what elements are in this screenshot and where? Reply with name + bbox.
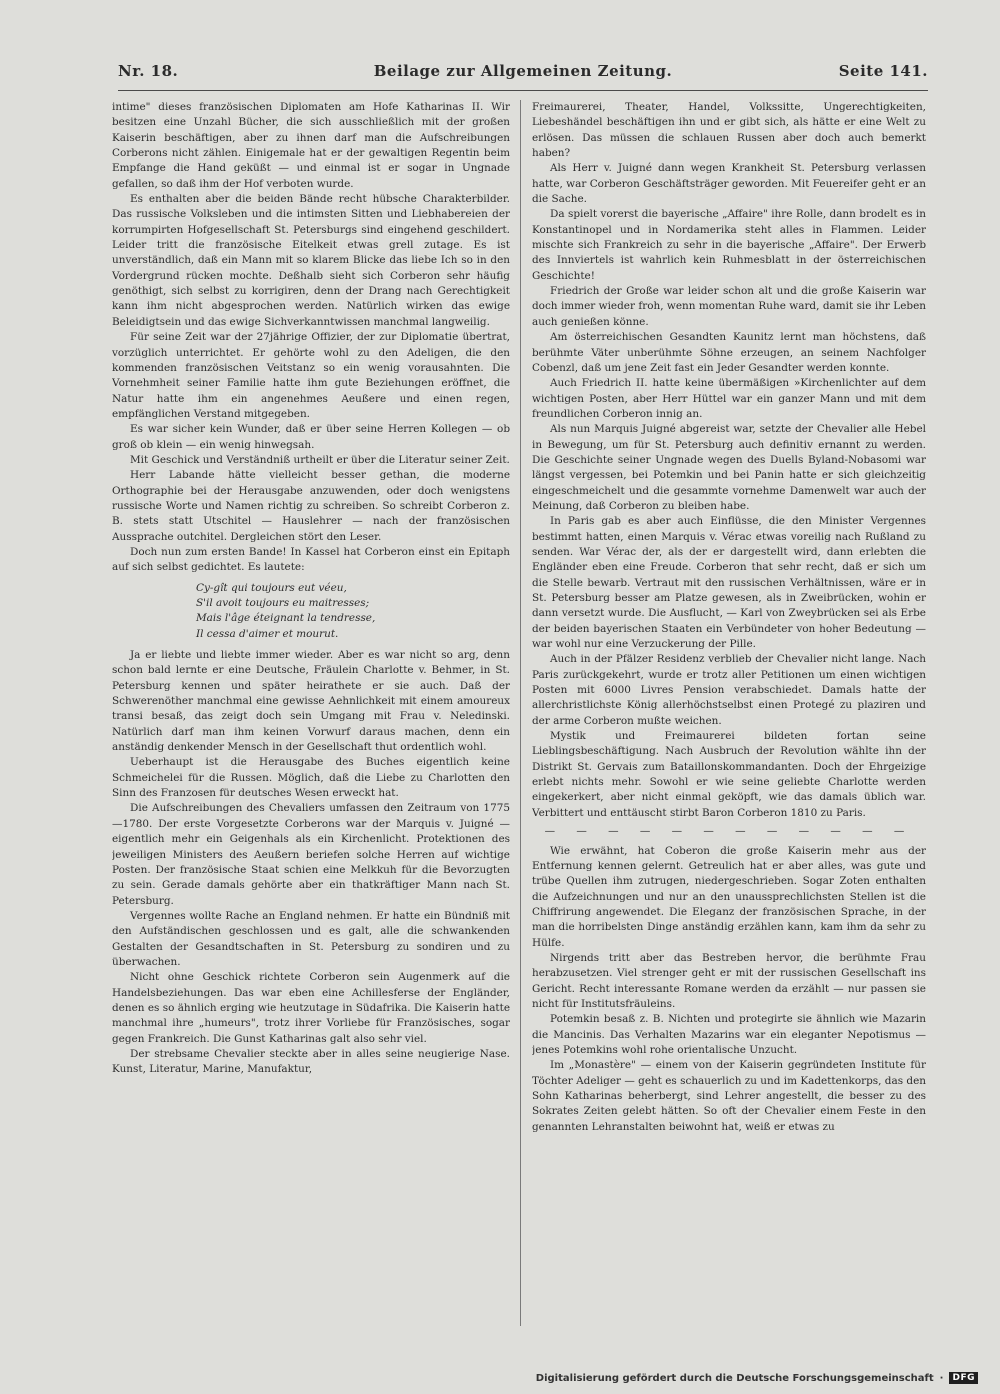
paragraph: intime" dieses französischen Diplomaten am Hofe Katharinas II. Wir besitzen eine Unzahl Bücher, die sich ausschließlich mit der großen Kaiserin beschäftigen, aber zu ihnen darf man die Aufschreibungen Corberons nicht zählen. Einigemale hat er der gewaltigen Regentin beim Empfange die Hand geküßt — und einmal ist er sogar in Ungnade gefallen, so daß ihm der Hof verboten wurde. bbox=[112, 101, 510, 190]
page-number: Seite 141. bbox=[838, 62, 928, 80]
paragraph: Doch nun zum ersten Bande! In Kassel hat Corberon einst ein Epitaph auf sich selbst gedichtet. Es lautete: bbox=[112, 545, 510, 574]
paragraph: Ja er liebte und liebte immer wieder. Aber es war nicht so arg, denn schon bald lernte er eine Deutsche, Fräulein Charlotte v. Behmer, in St. Petersburg kennen und später heirathete er sie auch. Daß der Schwerenöther manchmal eine gewisse Aehnlichkeit mit einem amoureux transi besaß, das zeigt doch sein Umgang mit Frau v. Neledinski. Natürlich darf man ihm keinen Vorwurf daraus machen, denn ein anständig denkender Mensch in der Gesellschaft thut ordentlich wohl. bbox=[112, 649, 510, 754]
paragraph: Am österreichischen Gesandten Kaunitz lernt man höchstens, daß berühmte Väter unberühmte Söhne erzeugen, an seinem Nachfolger Cobenzl, daß um jene Zeit fast ein Jeder Gesandter werden konnte. bbox=[532, 331, 926, 374]
paragraph: Es war sicher kein Wunder, daß er über seine Herren Kollegen — ob groß ob klein — ein wenig hinwegsah. bbox=[112, 423, 510, 451]
credit-text: Digitalisierung gefördert durch die Deutsche Forschungsgemeinschaft bbox=[535, 1372, 934, 1384]
credit-separator: · bbox=[939, 1372, 944, 1384]
verse-line: Cy-gît qui toujours eut véeu, bbox=[196, 581, 347, 594]
paragraph: Die Aufschreibungen des Chevaliers umfassen den Zeitraum von 1775—1780. Der erste Vorgesetzte Corberons war der Marquis v. Juigné — eigentlich mehr ein Geigenhals als ein Kirchenlicht. Protektionen des jeweiligen Ministers des Aeußern beriefen solche Herren auf wichtige Posten. Der französische Staat schien eine Melkkuh für die Bevorzugten zu sein. Gerade damals gehörte aber ein thatkräftiger Mann nach St. Petersburg. bbox=[112, 802, 510, 907]
paragraph: Herr Labande hätte vielleicht besser gethan, die moderne Orthographie bei der Herausgabe anzuwenden, oder doch wenigstens russische Worte und Namen richtig zu schreiben. So schreibt Corberon z. B. stets statt Utschitel — Hauslehrer — nach der französischen Aussprache outchitel. Dergleichen stört den Leser. bbox=[112, 469, 510, 543]
paragraph: Freimaurerei, Theater, Handel, Volkssitte, Ungerechtigkeiten, Liebeshändel beschäftigen ihn und er gibt sich, als hätte er eine Welt zu erlösen. Das müssen die schlauen Russen aber doch auch bemerkt haben? bbox=[532, 101, 926, 160]
left-column bbox=[112, 100, 510, 1328]
paragraph: Für seine Zeit war der 27jährige Offizier, der zur Diplomatie übertrat, vorzüglich unterrichtet. Er gehörte wohl zu den Adeligen, die den kommenden französischen Veitstanz so ein wenig vorausahnten. Die Vornehmheit seiner Familie hatte ihm gute Beziehungen eröffnet, die Natur hatte ihm ein angenehmes Aeußere und einen regen, empfänglichen Verstand mitgegeben. bbox=[112, 331, 510, 420]
verse-line: Mais l'âge éteignant la tendresse, bbox=[196, 612, 376, 625]
paragraph: In Paris gab es aber auch Einflüsse, die den Minister Vergennes bestimmt hatten, einen Marquis v. Vérac etwas voreilig nach Rußland zu senden. War Vérac der, als der er dargestellt wird, dann erlebten die Engländer eben eine Freude. Corberon that sehr recht, daß er sich um die Stelle bewarb. Vertraut mit den russischen Verhältnissen, wäre er in St. Petersburg besser am Platze gewesen, als in Zweibrücken, wohin er dann versetzt wurde. Die Ausflucht, — Karl von Zweybrücken sei als Erbe der beiden bayerischen Staaten ein Verbündeter von hoher Bedeutung — war wohl nur eine Verzuckerung der Pille. bbox=[532, 515, 926, 651]
issue-number: Nr. 18. bbox=[118, 62, 179, 80]
right-column bbox=[532, 100, 926, 1328]
digitization-credit bbox=[536, 1370, 978, 1386]
paragraph: Es enthalten aber die beiden Bände recht hübsche Charakterbilder. Das russische Volksleben und die intimsten Sitten und Liebhabereien der korrumpirten Hofgesellschaft St. Petersburgs sind eingehend geschildert. Leider tritt die französische Eitelkeit etwas grell zutage. Es ist unverständlich, daß ein Mann mit so klarem Blicke das liebe Ich so in den Vordergrund rücken mochte. Deßhalb sieht sich Corberon sehr häufig genöthigt, sich selbst zu korrigiren, denn der Drang nach Gerechtigkeit kann ihm nicht abgesprochen werden. Natürlich wirken das ewige Beleidigtsein und das ewige Sichverkanntwissen manchmal langweilig. bbox=[112, 193, 510, 328]
paragraph: Der strebsame Chevalier steckte aber in alles seine neugierige Nase. Kunst, Literatur, Marine, Manufaktur, bbox=[112, 1047, 510, 1076]
paragraph: Ueberhaupt ist die Herausgabe des Buches eigentlich keine Schmeichelei für die Russen. Möglich, daß die Liebe zu Charlotten den Sinn des Franzosen für deutsches Wesen erweckt hat. bbox=[112, 756, 510, 800]
paragraph: Auch in der Pfälzer Residenz verblieb der Chevalier nicht lange. Nach Paris zurückgekehrt, wurde er trotz aller Petitionen um einen wichtigen Posten mit 6000 Livres Pension verabschiedet. Damals hatte der allerchristlichste König allerhöchstselbst einen Protegé zu plaziren und der arme Corberon mußte weichen. bbox=[532, 653, 926, 727]
verse-line: S'il avoit toujours eu maitresses; bbox=[196, 597, 370, 609]
section-separator: — — — — — — — — — — — — bbox=[544, 825, 914, 838]
header-rule bbox=[118, 90, 928, 91]
supplement-title: Beilage zur Allgemeinen Zeitung. bbox=[373, 62, 673, 80]
column-divider bbox=[520, 100, 521, 1326]
paragraph: Im „Monastère" — einem von der Kaiserin gegründeten Institute für Töchter Adeliger — geht es schauerlich zu und im Kadettenkorps, das den Sohn Katharinas beherbergt, sind Lehrer angestellt, die besser zu des Sokrates Zeiten gelebt hätten. So oft der Chevalier einem Feste in den genannten Lehranstalten beiwohnt hat, weiß er etwas zu bbox=[532, 1059, 926, 1133]
dfg-logo: DFG bbox=[949, 1372, 978, 1384]
paragraph: Wie erwähnt, hat Coberon die große Kaiserin mehr aus der Entfernung kennen gelernt. Getreulich hat er aber alles, was gute und trübe Quellen ihm zutrugen, niedergeschrieben. Sogar Zoten enthalten die Aufzeichnungen und nur an den unaussprechlichsten Stellen ist die Chiffrirung angewendet. Die Eleganz der französischen Sprache, in der man die horribelsten Dinge anständig erzählen kann, kam ihm da sehr zu Hülfe. bbox=[532, 844, 926, 949]
paragraph: Vergennes wollte Rache an England nehmen. Er hatte ein Bündniß mit den Aufständischen geschlossen und es galt, alle die schwankenden Gestalten der Gesandtschaften in St. Petersburg zu sondiren und zu überwachen. bbox=[112, 909, 510, 968]
paragraph: Als Herr v. Juigné dann wegen Krankheit St. Petersburg verlassen hatte, war Corberon Geschäftsträger geworden. Mit Feuereifer geht er an die Sache. bbox=[532, 162, 926, 206]
paragraph: Potemkin besaß z. B. Nichten und protegirte sie ähnlich wie Mazarin die Mancinis. Das Verhalten Mazarins war ein eleganter Nepotismus — jenes Potemkins wohl rohe orientalische Unzucht. bbox=[532, 1013, 926, 1056]
epitaph-verse bbox=[196, 581, 510, 642]
paragraph: Mit Geschick und Verständniß urtheilt er über die Literatur seiner Zeit. bbox=[130, 453, 510, 466]
paragraph: Da spielt vorerst die bayerische „Affaire" ihre Rolle, dann brodelt es in Konstantinopel und in Nordamerika steht alles in Flammen. Leider mischte sich Frankreich zu sehr in die bayerische „Affaire". Der Erwerb des Innviertels ist wahrlich kein Ruhmesblatt in der österreichischen Geschichte! bbox=[532, 208, 926, 282]
paragraph: Als nun Marquis Juigné abgereist war, setzte der Chevalier alle Hebel in Bewegung, um für St. Petersburg auch definitiv ernannt zu werden. Die Geschichte seiner Ungnade wegen des Duells Byland-Nobasomi war längst vergessen, bei Potemkin und bei Panin hatte er sich gleichzeitig eingeschmeichelt und die gesammte vornehme Damenwelt war auch der Meinung, daß Corberon zu bleiben habe. bbox=[532, 423, 926, 512]
paragraph: Auch Friedrich II. hatte keine übermäßigen »Kirchenlichter auf dem wichtigen Posten, aber Herr Hüttel war ein ganzer Mann und mit dem freundlichen Corberon innig an. bbox=[532, 377, 926, 420]
paragraph: Friedrich der Große war leider schon alt und die große Kaiserin war doch immer wieder froh, wenn momentan Ruhe ward, damit sie ihr Leben auch genießen könne. bbox=[532, 285, 926, 328]
paragraph: Nirgends tritt aber das Bestreben hervor, die berühmte Frau herabzusetzen. Viel strenger geht er mit der russischen Gesellschaft ins Gericht. Recht interessante Romane werden da erzählt — nur passen sie nicht für Institutsfräuleins. bbox=[532, 951, 926, 1010]
page-header bbox=[118, 62, 928, 84]
paragraph: Mystik und Freimaurerei bildeten fortan seine Lieblingsbeschäftigung. Nach Ausbruch der Revolution wählte ihn der Distrikt St. Gervais zum Bataillonskommandanten. Doch der Ehrgeizige erlebt nichts mehr. Sowohl er wie seine geliebte Charlotte werden eingekerkert, aber nicht einmal geköpft, wie das damals üblich war. Verbittert und enttäuscht stirbt Baron Corberon 1810 zu Paris. bbox=[532, 730, 926, 819]
verse-line: Il cessa d'aimer et mourut. bbox=[196, 627, 339, 640]
paragraph: Nicht ohne Geschick richtete Corberon sein Augenmerk auf die Handelsbeziehungen. Das war eben eine Achillesferse der Engländer, denen es so ähnlich erging wie heutzutage in Südafrika. Die Kaiserin hatte manchmal ihre „humeurs", trotz ihrer Vorliebe für Französisches, sogar gegen Frankreich. Die Gunst Katharinas galt also sehr viel. bbox=[112, 971, 510, 1045]
